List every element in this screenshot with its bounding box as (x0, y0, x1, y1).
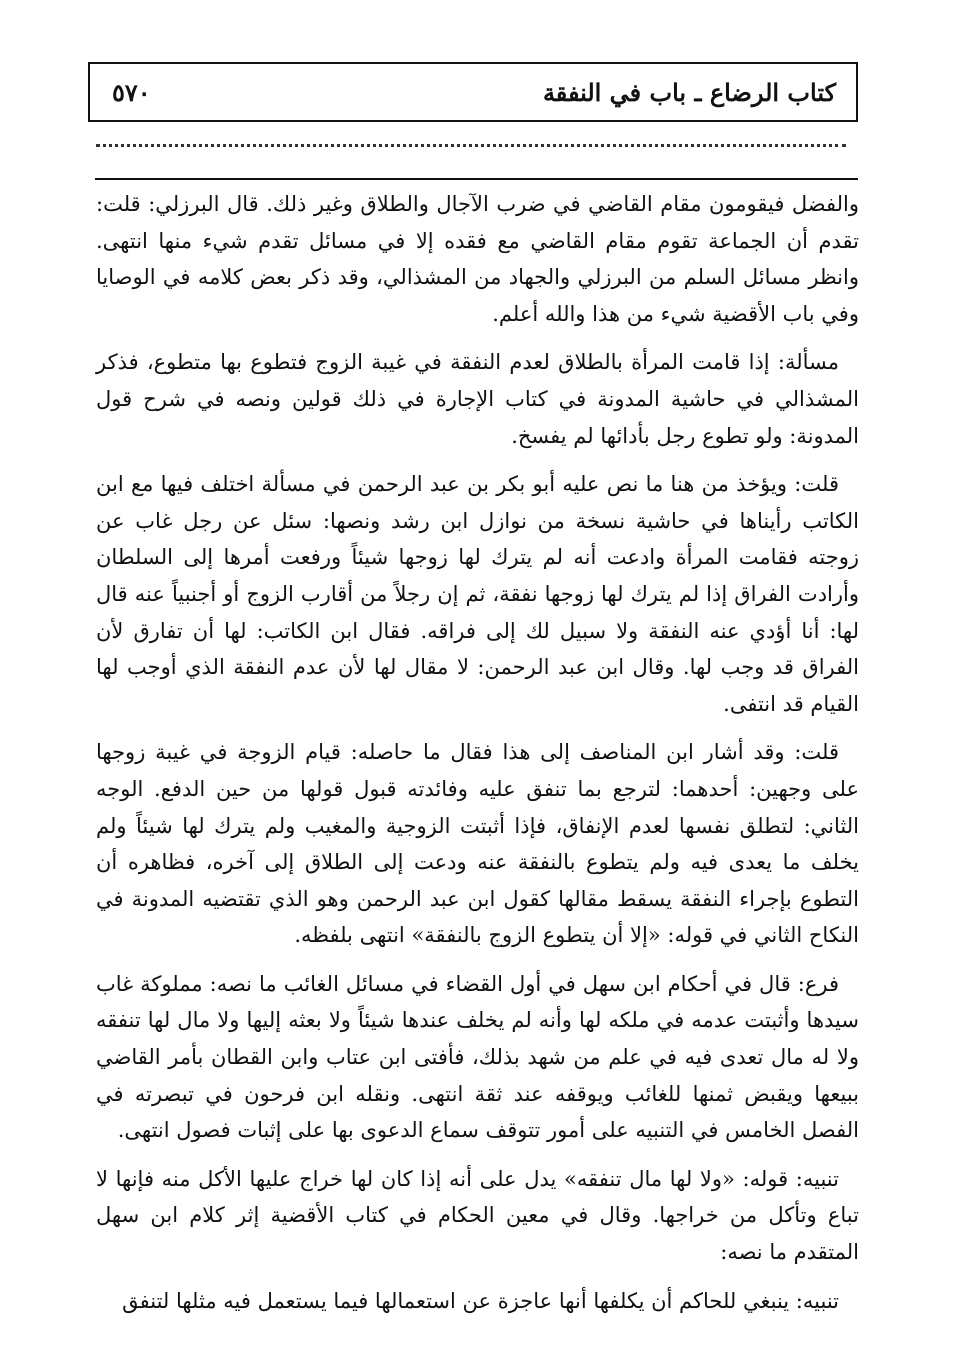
dotted-divider (96, 144, 846, 147)
solid-divider (95, 178, 858, 180)
paragraph: فرع: قال في أحكام ابن سهل في أول القضاء في مسائل الغائب ما نصه: مملوكة غاب سيدها وأثبتت عدمه في ملكه لها وأنه لم يخلف عندها شيئاً ولا بعثه إليها ولا مال لها تنفقه ولا له مال تعدى فيه في علم من شهد بذلك، فأفتى ابن عتاب وابن القطان بأمر القاضي ببيعها ويقبض ثمنها للغائب ويوقفه عند ثقة انتهى. ونقله ابن فرحون في تبصرته في الفصل الخامس في التنبيه على أمور تتوقف سماع الدعوى بها على إثبات فصول انتهى. (96, 971, 859, 1143)
header-title: كتاب الرضاع ـ باب في النفقة (542, 78, 836, 107)
page-number: ٥٧٠ (112, 78, 151, 107)
paragraph: تنبيه: ينبغي للحاكم أن يكلفها أنها عاجزة عن استعمالها فيما يستعمل فيه مثلها لتنفق (122, 1288, 839, 1313)
paragraph: والفضل فيقومون مقام القاضي في ضرب الآجال والطلاق وغير ذلك. قال البرزلي: قلت: تقدم أن الجماعة تقوم مقام القاضي مع فقده إلا في مسائل تقدم شيء منها انتهى. وانظر مسائل السلم من البرزلي والجهاد من المشذالي، وقد ذكر بعض كلامه في الوصايا وفي باب الأقضية شيء من هذا والله أعلم. (96, 192, 859, 326)
paragraph: قلت: وقد أشار ابن المناصف إلى هذا فقال ما حاصله: قيام الزوجة في غيبة زوجها على وجهين: أحدهما: لترجع بما تنفق عليه وفائدته قبول قولها من حين الدفع. الوجه الثاني: لتطلق نفسها لعدم الإنفاق، فإذا أثبتت الزوجية والمغيب ولم يترك لها شيئاً ولم يخلف ما يعدى فيه ولم يتطوع بالنفقة عنه ودعت إلى الطلاق إلى آخره، فظاهره أن التطوع بإجراء النفقة يسقط مقالها كقول ابن عبد الرحمن وهو الذي تقتضيه المدونة في النكاح الثاني في قوله: «إلا أن يتطوع الزوج بالنفقة» انتهى بلفظه. (96, 740, 859, 948)
running-header (88, 62, 858, 122)
paragraph: مسألة: إذا قامت المرأة بالطلاق لعدم النفقة في غيبة الزوج فتطوع بها متطوع، فذكر المشذالي في حاشية المدونة في كتاب الإجارة في ذلك قولين ونصه في شرح قول المدونة: ولو تطوع رجل بأدائها لم يفسخ. (96, 350, 859, 448)
body-text (96, 186, 859, 1331)
paragraph: قلت: ويؤخذ من هنا ما نص عليه أبو بكر بن عبد الرحمن في مسألة اختلف فيها مع ابن الكاتب رأيناها في حاشية نسخة من نوازل ابن رشد ونصها: سئل عن رجل غاب عن زوجته فقامت المرأة وادعت أنه لم يترك لها زوجها شيئاً ورفعت أمرها إلى السلطان وأرادت الفراق إذا لم يترك لها زوجها نفقة، ثم إن رجلاً من أقارب الزوج أو أجنبياً عنه قال لها: أنا أؤدي عنه النفقة ولا سبيل لك إلى فراقه. فقال ابن الكاتب: لها أن تفارق لأن الفراق قد وجب لها. وقال ابن عبد الرحمن: لا مقال لها لأن عدم النفقة الذي أوجب لها القيام قد انتفى. (96, 472, 859, 716)
paragraph: تنبيه: قوله: «ولا لها مال تنفقه» يدل على أنه إذا كان لها خراج عليها الأكل منه فإنها لا تباع وتأكل من خراجها. وقال في معين الحكام في كتاب الأقضية إثر كلام ابن سهل المتقدم ما نصه: (96, 1166, 859, 1265)
